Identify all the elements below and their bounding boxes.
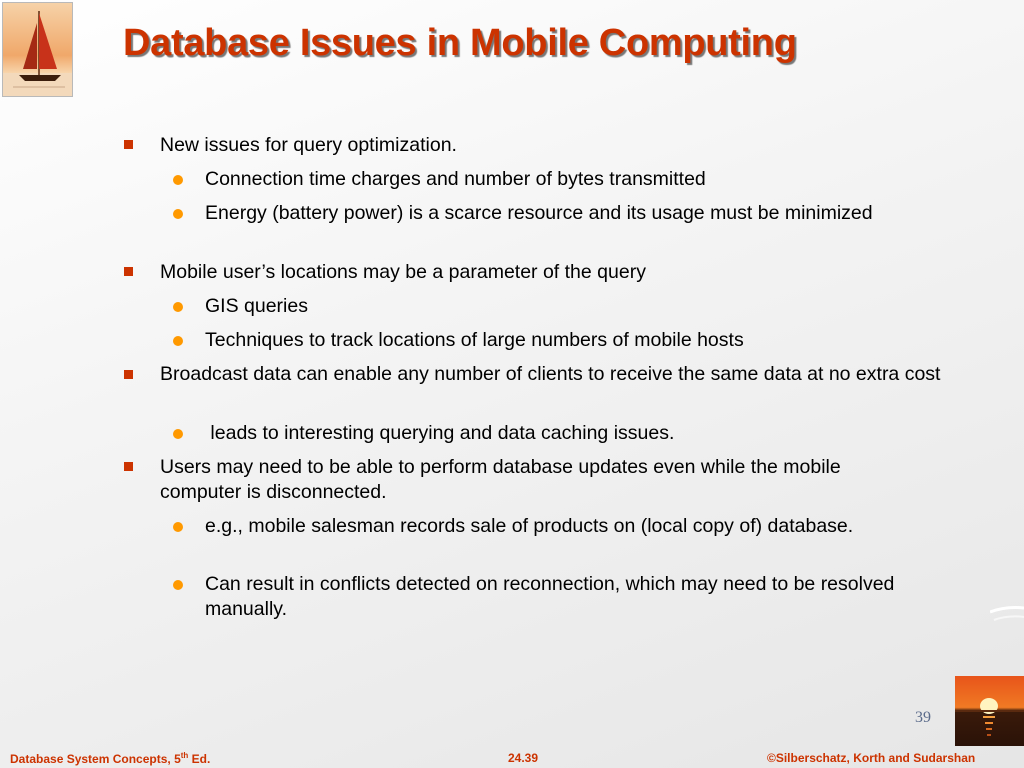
round-bullet-icon [173,336,183,346]
bullet-item: Mobile user’s locations may be a parameter of the query [160,261,646,283]
round-bullet-icon [173,302,183,312]
square-bullet-icon [124,462,133,471]
footer-page-ref: 24.39 [508,751,539,765]
bullet-item: Users may need to be able to perform database updates even while the mobile computer is disconnected. [160,456,841,503]
sub-bullet-item: leads to interesting querying and data caching issues. [205,422,675,444]
round-bullet-icon [173,175,183,185]
slide-number: 39 [915,709,931,726]
sub-bullet-item: Connection time charges and number of bytes transmitted [205,168,706,190]
square-bullet-icon [124,370,133,379]
slide-footer [0,746,1024,768]
bullet-item: New issues for query optimization. [160,134,457,156]
sub-bullet-item: Techniques to track locations of large numbers of mobile hosts [205,329,744,351]
sub-bullet-item: GIS queries [205,295,308,317]
square-bullet-icon [124,140,133,149]
round-bullet-icon [173,429,183,439]
sunset-image-icon [955,676,1024,746]
sub-bullet-item: Energy (battery power) is a scarce resource and its usage must be minimized [205,202,873,224]
square-bullet-icon [124,267,133,276]
decorative-swoosh-icon [990,600,1024,640]
slide-title: Database Issues in Mobile Computing [123,22,797,64]
footer-copyright: ©Silberschatz, Korth and Sudarshan [767,751,976,765]
round-bullet-icon [173,522,183,532]
bullet-item: Broadcast data can enable any number of clients to receive the same data at no extra cost [160,363,941,385]
round-bullet-icon [173,209,183,219]
round-bullet-icon [173,580,183,590]
sailboat-logo-icon [2,2,73,97]
sub-bullet-item: Can result in conflicts detected on reconnection, which may need to be resolved manually. [205,573,895,620]
sub-bullet-item: e.g., mobile salesman records sale of products on (local copy of) database. [205,515,854,537]
footer-book-title: Database System Concepts, 5th Ed. [10,751,211,766]
